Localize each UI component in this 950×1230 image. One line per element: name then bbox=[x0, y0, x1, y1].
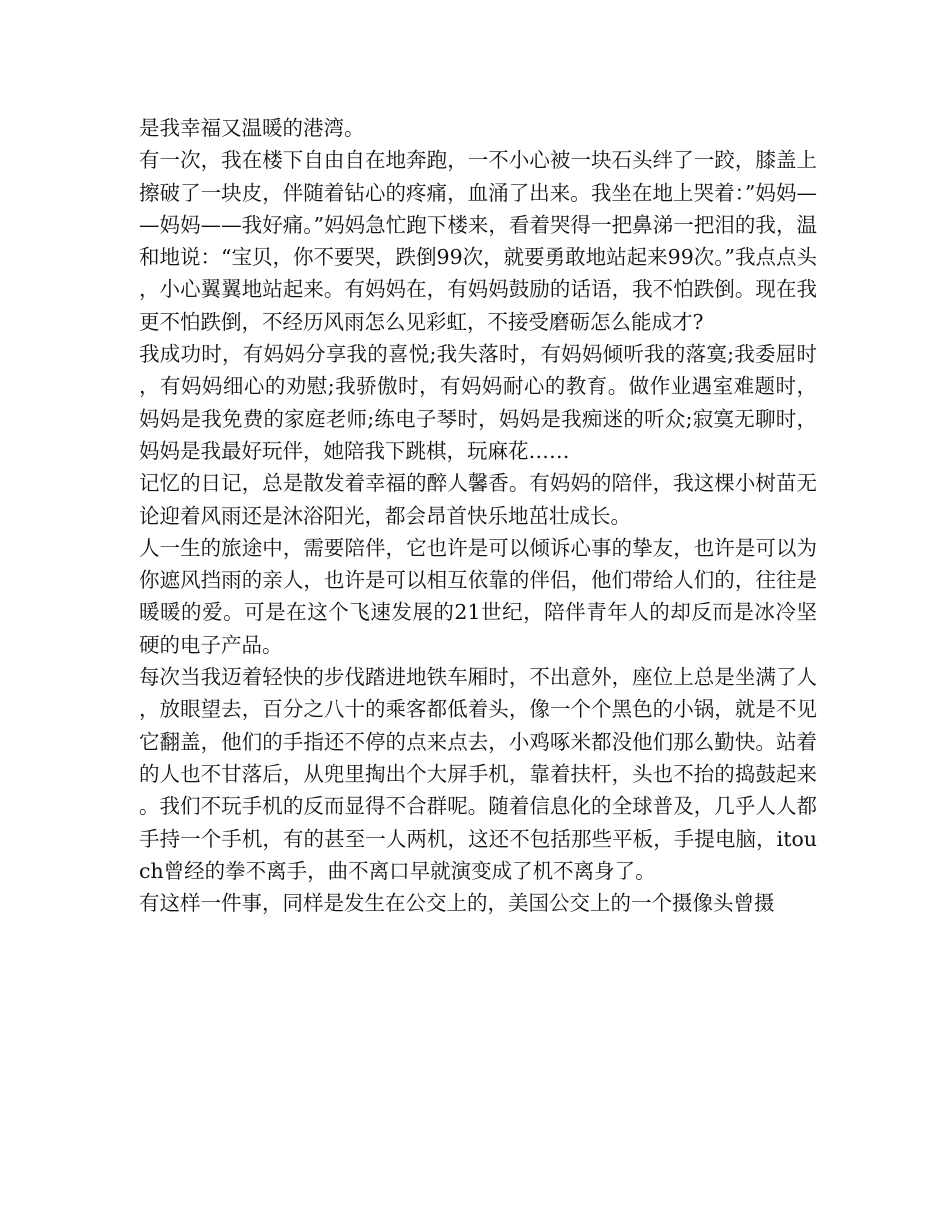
paragraph: 有一次，我在楼下自由自在地奔跑，一不小心被一块石头绊了一跤，膝盖上擦破了一块皮，伴随着钻心的疼痛，血涌了出来。我坐在地上哭着：”妈妈——妈妈——我好痛。”妈妈急忙跑下楼来，看着哭得一把鼻涕一把泪的我，温和地说：“宝贝，你不要哭，跌倒99次，就要勇敢地站起来99次。”我点点头，小心翼翼地站起来。有妈妈在，有妈妈鼓励的话语，我不怕跌倒。现在我更不怕跌倒，不经历风雨怎么见彩虹，不接受磨砺怎么能成才? bbox=[139, 148, 817, 334]
paragraph: 我成功时，有妈妈分享我的喜悦;我失落时，有妈妈倾听我的落寞;我委屈时，有妈妈细心的劝慰;我骄傲时，有妈妈耐心的教育。做作业遇室难题时，妈妈是我免费的家庭老师;练电子琴时，妈妈是我痴迷的听众;寂寞无聊时，妈妈是我最好玩伴，她陪我下跳棋，玩麻花…… bbox=[139, 342, 817, 463]
paragraph: 每次当我迈着轻快的步伐踏进地铁车厢时，不出意外，座位上总是坐满了人，放眼望去，百分之八十的乘客都低着头，像一个个黑色的小锅，就是不见它翻盖，他们的手指还不停的点来点去，小鸡啄米都没他们那么勤快。站着的人也不甘落后，从兜里掏出个大屏手机，靠着扶杆，头也不抬的捣鼓起来。我们不玩手机的反而显得不合群呢。随着信息化的全球普及，几乎人人都手持一个手机，有的甚至一人两机，这还不包括那些平板，手提电脑，itouch曾经的拳不离手，曲不离口早就演变成了机不离身了。 bbox=[139, 665, 817, 883]
paragraph: 有这样一件事，同样是发生在公交上的，美国公交上的一个摄像头曾摄 bbox=[139, 891, 775, 916]
paragraph: 人一生的旅途中，需要陪伴，它也许是可以倾诉心事的挚友，也许是可以为你遮风挡雨的亲人，也许是可以相互依靠的伴侣，他们带给人们的，往往是暖暖的爱。可是在这个飞速发展的21世纪，陪伴青年人的却反而是冰冷坚硬的电子产品。 bbox=[139, 535, 817, 657]
paragraph: 是我幸福又温暖的港湾。 bbox=[139, 116, 365, 140]
paragraph: 记忆的日记，总是散发着幸福的醉人馨香。有妈妈的陪伴，我这棵小树苗无论迎着风雨还是沐浴阳光，都会昂首快乐地茁壮成长。 bbox=[139, 471, 817, 528]
document-body bbox=[139, 112, 817, 919]
